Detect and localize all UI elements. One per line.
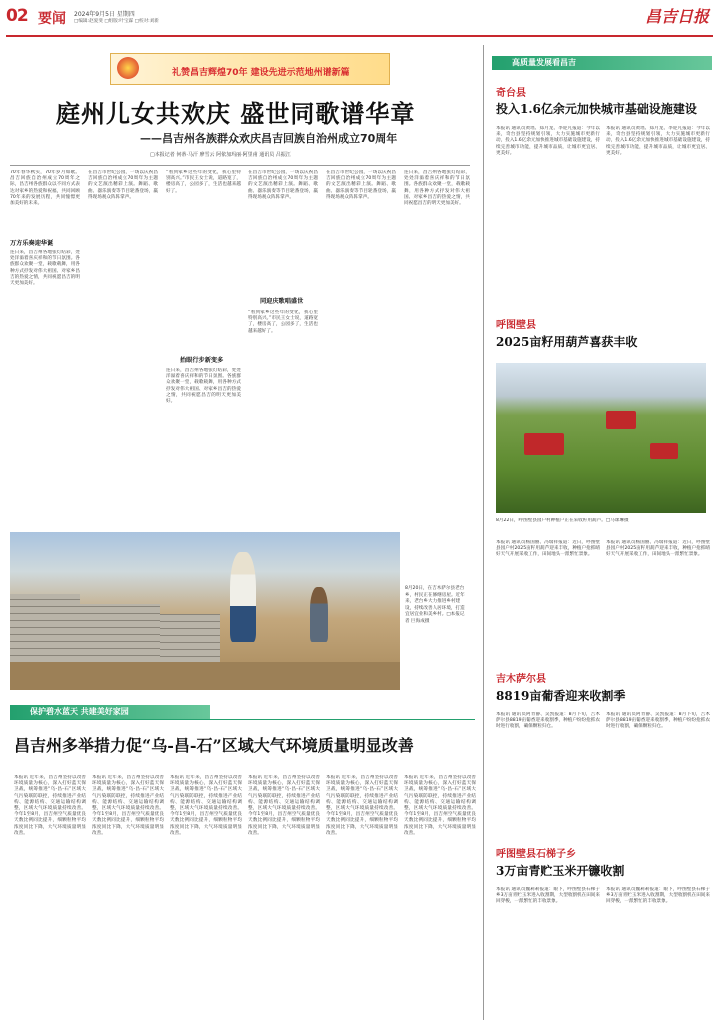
body-text-col5: 在昌吉市世纪公园，一场以庆祝昌吉回族自治州成立70周年为主题的文艺演出精彩上演。舞蹈、歌曲、器乐演奏等节目轮番登场，赢得现场观众阵阵掌声。 (326, 170, 396, 200)
body-text-col3b: 连日来，昌吉州各地张灯结彩，处处洋溢着喜庆祥和的节日氛围。各族群众欢聚一堂，载歌载舞，用各种方式抒发对伟大祖国、对家乡昌吉的热爱之情，共同祝愿昌吉的明天更加美好。 (166, 368, 241, 405)
aqi-headline: 昌吉州多举措力促“乌-昌-石”区域大气环境质量明显改善 (14, 736, 414, 755)
column-divider (483, 45, 484, 1020)
story2-body-a: 本报讯 通讯员杨国丽、冯瑞祥报道：近日，呼图壁县园户村2025亩籽用葫芦迎来丰收，种植户抢抓晴好天气开展采收工作，田间地头一派繁忙景象。 (496, 540, 600, 558)
aqi-body-col6: 本报讯 近年来，昌吉州坚持以改善环境质量为核心，深入打好蓝天保卫战，统筹推进“乌-昌-石”区域大气污染联防联控，持续推进产业结构、能源结构、交通运输结构调整，区域大气环境质量持续改善。今年1至8月，昌吉州空气质量优良天数比例同比提升，细颗粒物平均浓度同比下降，大气环境质量明显改善。 (404, 775, 476, 836)
story4-body-b: 本报讯 通讯员魏莉莉报道：眼下，呼图壁县石梯子乡3万亩青贮玉米进入收割期，大型收割机在田间来回穿梭，一派繁忙的丰收景象。 (606, 887, 710, 905)
story2-photo-caption: 8月22日，呼图壁县园户村种植户正在采收籽用葫芦。□马课琳摄 (496, 518, 629, 523)
story3-body-a: 本报讯 通讯员阿肯静、吴凯报道：8月下旬，吉木萨尔县8819亩葡香迎来收割季，种植户纷纷抢抓农时进行收割，确保颗粒归仓。 (496, 712, 600, 730)
harvester (606, 411, 636, 429)
section-banner-development: 高质量发展看昌吉 (492, 56, 712, 70)
page-number: 02 (6, 6, 28, 26)
header-rule (6, 35, 713, 37)
story3-county: 吉木萨尔县 (496, 674, 546, 685)
subhead-1: 万方乐奏迎华诞 (10, 240, 54, 247)
banner-text: 礼赞昌吉辉煌70年 建设先进示范地州谱新篇 (172, 68, 350, 78)
body-text-col6: 连日来，昌吉州各地张灯结彩，处处洋溢着喜庆祥和的节日氛围。各族群众欢聚一堂，载歌载舞，用各种方式抒发对伟大祖国、对家乡昌吉的热爱之情，共同祝愿昌吉的明天更加美好。 (404, 170, 470, 207)
aqi-body-col5: 本报讯 近年来，昌吉州坚持以改善环境质量为核心，深入打好蓝天保卫战，统筹推进“乌-昌-石”区域大气污染联防联控，持续推进产业结构、能源结构、交通运输结构调整，区域大气环境质量持续改善。今年1至8月，昌吉州空气质量优良天数比例同比提升，细颗粒物平均浓度同比下降，大气环境质量明显改善。 (326, 775, 398, 836)
main-subtitle: ——昌吉州各族群众欢庆昌吉回族自治州成立70周年 (140, 132, 398, 145)
story4-body-a: 本报讯 通讯员魏莉莉报道：眼下，呼图壁县石梯子乡3万亩青贮玉米进入收割期，大型收割机在田间来回穿梭，一派繁忙的丰收景象。 (496, 887, 600, 905)
photo-caption: 8月20日，在吉木萨尔县老台乡，村民正在修缮房屋。近年来，老台乡大力推进乡村建设，持续改善人居环境，打造宜居宜业和美乡村。□本报记者 巨海成摄 (405, 586, 465, 624)
story4-headline: 3万亩青贮玉米开镰收割 (496, 864, 625, 878)
harvester (524, 433, 564, 455)
body-text-col4b: “看到家乡这些年的变化，我心里特别高兴。”市民王女士说，道路宽了，楼房高了，公园多了，生活也越来越好了。 (248, 310, 318, 334)
subhead-2: 抬眼行步新变多 (180, 357, 224, 364)
main-byline: □本报记者 何蒂·马汗 廖雪云 阿依加玛丽·阿里甫 通讯员 吕振江 (150, 152, 291, 158)
section-name: 要闻 (38, 11, 66, 27)
story2-headline: 2025亩籽用葫芦喜获丰收 (496, 335, 638, 349)
anniversary-emblem-icon (117, 57, 139, 79)
story1-county: 奇台县 (496, 88, 526, 99)
story3-headline: 8819亩葡香迎来收割季 (496, 689, 626, 703)
subhead-3: 同迎庆歌唱盛世 (260, 298, 304, 305)
harvest-photo (496, 363, 706, 513)
issue-date: 2024年9月5日 星期四 (74, 11, 135, 18)
story1-headline: 投入1.6亿余元加快城市基础设施建设 (496, 102, 697, 116)
story2-county: 呼图壁县 (496, 320, 536, 331)
aqi-body-col1: 本报讯 近年来，昌吉州坚持以改善环境质量为核心，深入打好蓝天保卫战，统筹推进“乌-昌-石”区域大气污染联防联控，持续推进产业结构、能源结构、交通运输结构调整，区域大气环境质量持续改善。今年1至8月，昌吉州空气质量优良天数比例同比提升，细颗粒物平均浓度同比下降，大气环境质量明显改善。 (14, 775, 86, 836)
masthead-logo: 昌吉日报 (644, 7, 709, 26)
worker-figure (230, 552, 256, 642)
aqi-body-col4: 本报讯 近年来，昌吉州坚持以改善环境质量为核心，深入打好蓝天保卫战，统筹推进“乌-昌-石”区域大气污染联防联控，持续推进产业结构、能源结构、交通运输结构调整，区域大气环境质量持续改善。今年1至8月，昌吉州空气质量优良天数比例同比提升，细颗粒物平均浓度同比下降，大气环境质量明显改善。 (248, 775, 320, 836)
body-text-col3: “看到家乡这些年的变化，我心里特别高兴。”市民王女士说，道路宽了，楼房高了，公园多了，生活也越来越好了。 (166, 170, 241, 194)
divider (10, 165, 470, 166)
aqi-body-col3: 本报讯 近年来，昌吉州坚持以改善环境质量为核心，深入打好蓝天保卫战，统筹推进“乌-昌-石”区域大气污染联防联控，持续推进产业结构、能源结构、交通运输结构调整，区域大气环境质量持续改善。今年1至8月，昌吉州空气质量优良天数比例同比提升，细颗粒物平均浓度同比下降，大气环境质量明显改善。 (170, 775, 242, 836)
body-text-col2: 在昌吉市世纪公园，一场以庆祝昌吉回族自治州成立70周年为主题的文艺演出精彩上演。舞蹈、歌曲、器乐演奏等节目轮番登场，赢得现场观众阵阵掌声。 (88, 170, 158, 200)
harvester (650, 443, 678, 459)
story3-body-b: 本报讯 通讯员阿肯静、吴凯报道：8月下旬，吉木萨尔县8819亩葡香迎来收割季，种植户纷纷抢抓农时进行收割，确保颗粒归仓。 (606, 712, 710, 730)
section-banner-environment: 保护碧水蓝天 共建美好家园 (10, 705, 210, 719)
lede-text: 70年春华秋实，70年岁月如歌。昌吉回族自治州成立70周年之际，昌吉州各族群众以不同方式表达对家乡的热爱和祝福，共同回顾70年来的发展历程，共同憧憬更加美好的未来。 (10, 170, 80, 207)
worker-figure (310, 587, 328, 642)
story1-body-b: 本报讯 通讯员黄瑶、郑月龙、李迎凡报道：今年以来，奇台县坚持规划引领，大力实施城市更新行动，投入1.6亿余元加快推进城市基础设施建设，持续完善城市功能，提升城市品质，让城市更宜居、更美好。 (606, 126, 710, 156)
story2-body-b: 本报讯 通讯员杨国丽、冯瑞祥报道：近日，呼图壁县园户村2025亩籽用葫芦迎来丰收，种植户抢抓晴好天气开展采收工作，田间地头一派繁忙景象。 (606, 540, 710, 558)
story4-county: 呼图壁县石梯子乡 (496, 849, 576, 860)
aqi-body-col2: 本报讯 近年来，昌吉州坚持以改善环境质量为核心，深入打好蓝天保卫战，统筹推进“乌-昌-石”区域大气污染联防联控，持续推进产业结构、能源结构、交通运输结构调整，区域大气环境质量持续改善。今年1至8月，昌吉州空气质量优良天数比例同比提升，细颗粒物平均浓度同比下降，大气环境质量明显改善。 (92, 775, 164, 836)
main-headline: 庭州儿女共欢庆 盛世同歌谱华章 (56, 99, 416, 128)
editors-line: □编辑:赵爱斐 □组版:叶宝霖 □校对:刘新 (74, 19, 159, 24)
body-text-col1: 连日来，昌吉州各地张灯结彩，处处洋溢着喜庆祥和的节日氛围。各族群众欢聚一堂，载歌载舞，用各种方式抒发对伟大祖国、对家乡昌吉的热爱之情，共同祝愿昌吉的明天更加美好。 (10, 250, 80, 287)
story1-body-a: 本报讯 通讯员黄瑶、郑月龙、李迎凡报道：今年以来，奇台县坚持规划引领，大力实施城市更新行动，投入1.6亿余元加快推进城市基础设施建设，持续完善城市功能，提升城市品质，让城市更宜居、更美好。 (496, 126, 600, 156)
body-text-col4: 在昌吉市世纪公园，一场以庆祝昌吉回族自治州成立70周年为主题的文艺演出精彩上演。舞蹈、歌曲、器乐演奏等节目轮番登场，赢得现场观众阵阵掌声。 (248, 170, 318, 200)
main-photo (10, 532, 400, 690)
